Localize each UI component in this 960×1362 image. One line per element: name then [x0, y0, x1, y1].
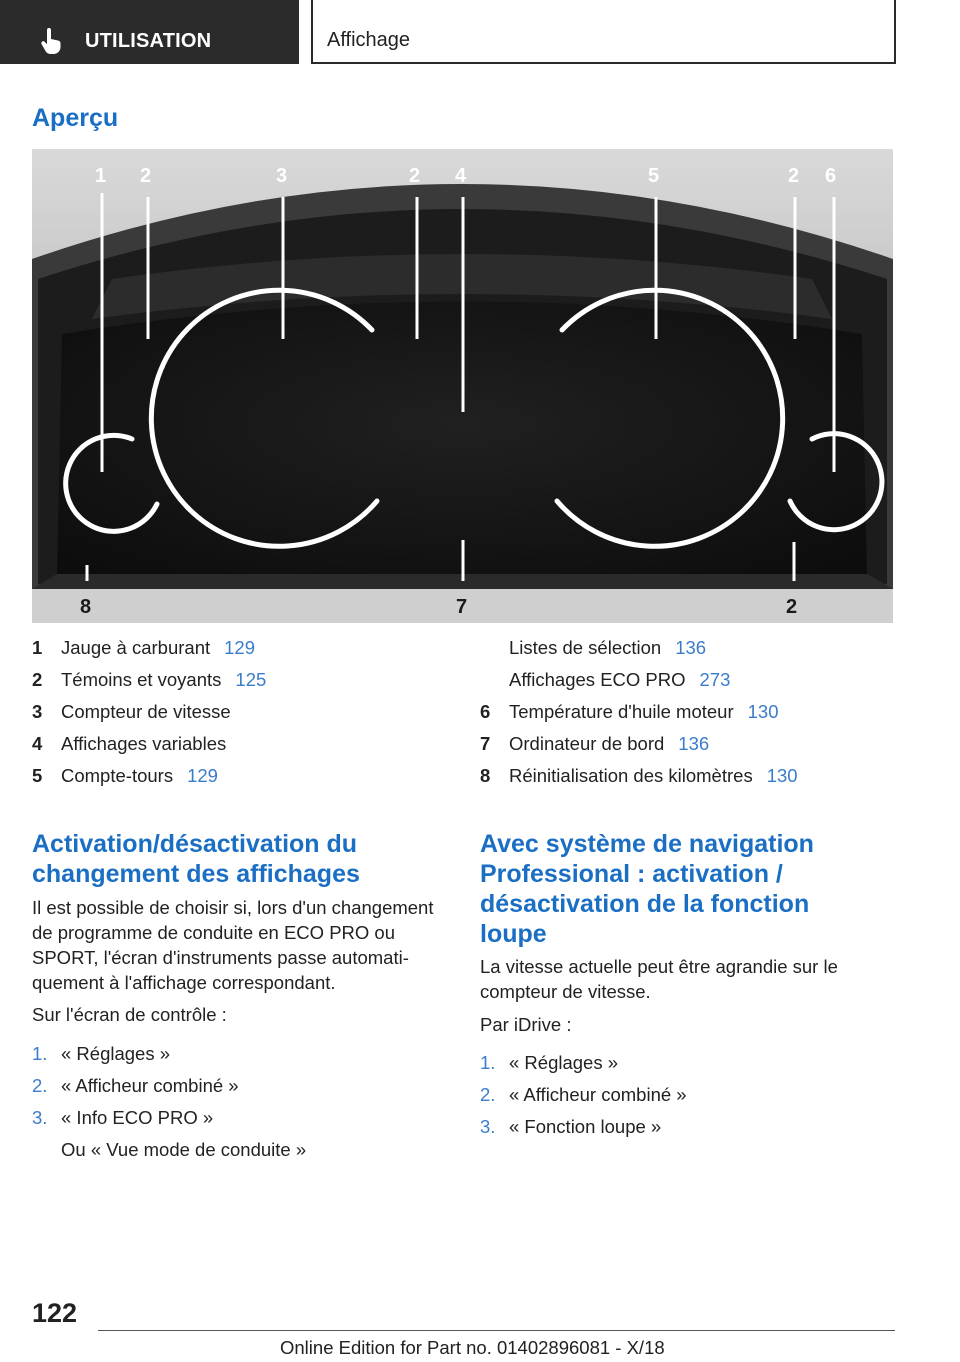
callout-top: 2: [788, 165, 800, 187]
header-chapter-title: Affichage: [327, 29, 411, 51]
page-reference[interactable]: 129: [224, 637, 256, 658]
section-left-paragraph: Il est possible de choisir si, lors d'un changement de programme de conduite en ECO PRO ou SPORT, l'écran d'instruments passe automati- quement à l'affichage correspondant.: [32, 897, 434, 993]
section-right-paragraph: La vitesse actuelle peut être agrandie sur le compteur de vitesse.: [480, 956, 838, 1002]
callout-top: 2: [409, 165, 421, 187]
page-reference[interactable]: 130: [766, 765, 798, 786]
section-left-intro: Sur l'écran de contrôle :: [32, 1004, 227, 1025]
callout-top: 4: [455, 165, 467, 187]
callout-top: 5: [648, 165, 660, 187]
footer-rule: [98, 1330, 895, 1331]
callout-top: 3: [276, 165, 288, 187]
section-heading-zoom-function: Avec système de navigation Professional : activation / désactivation de la fonction loupe: [480, 830, 814, 948]
callout-bottom: 8: [80, 596, 92, 618]
overview-heading: Aperçu: [32, 104, 119, 132]
callout-top: 1: [95, 165, 107, 187]
hand-pointer-icon: [40, 28, 62, 54]
footer-edition-text: Online Edition for Part no. 01402896081 - X/18: [280, 1337, 665, 1358]
section-right-intro: Par iDrive :: [480, 1014, 572, 1035]
header-section-title: UTILISATION: [85, 30, 212, 52]
page-number: 122: [32, 1298, 78, 1328]
section-heading-display-switch: Activation/désactivation du changement des affichages: [32, 830, 360, 888]
instrument-cluster-figure: [32, 149, 893, 623]
page-reference[interactable]: 273: [699, 669, 731, 690]
page-reference[interactable]: 125: [235, 669, 267, 690]
callout-bottom: 7: [456, 596, 468, 618]
callout-top: 2: [140, 165, 152, 187]
page-reference[interactable]: 136: [675, 637, 707, 658]
page-reference[interactable]: 136: [678, 733, 710, 754]
page-reference[interactable]: 130: [747, 701, 779, 722]
callout-bottom: 2: [786, 596, 798, 618]
callout-top: 6: [825, 165, 837, 187]
page-reference[interactable]: 129: [187, 765, 218, 786]
header-section-tab: [0, 0, 299, 64]
header-chapter-box: [311, 0, 896, 64]
